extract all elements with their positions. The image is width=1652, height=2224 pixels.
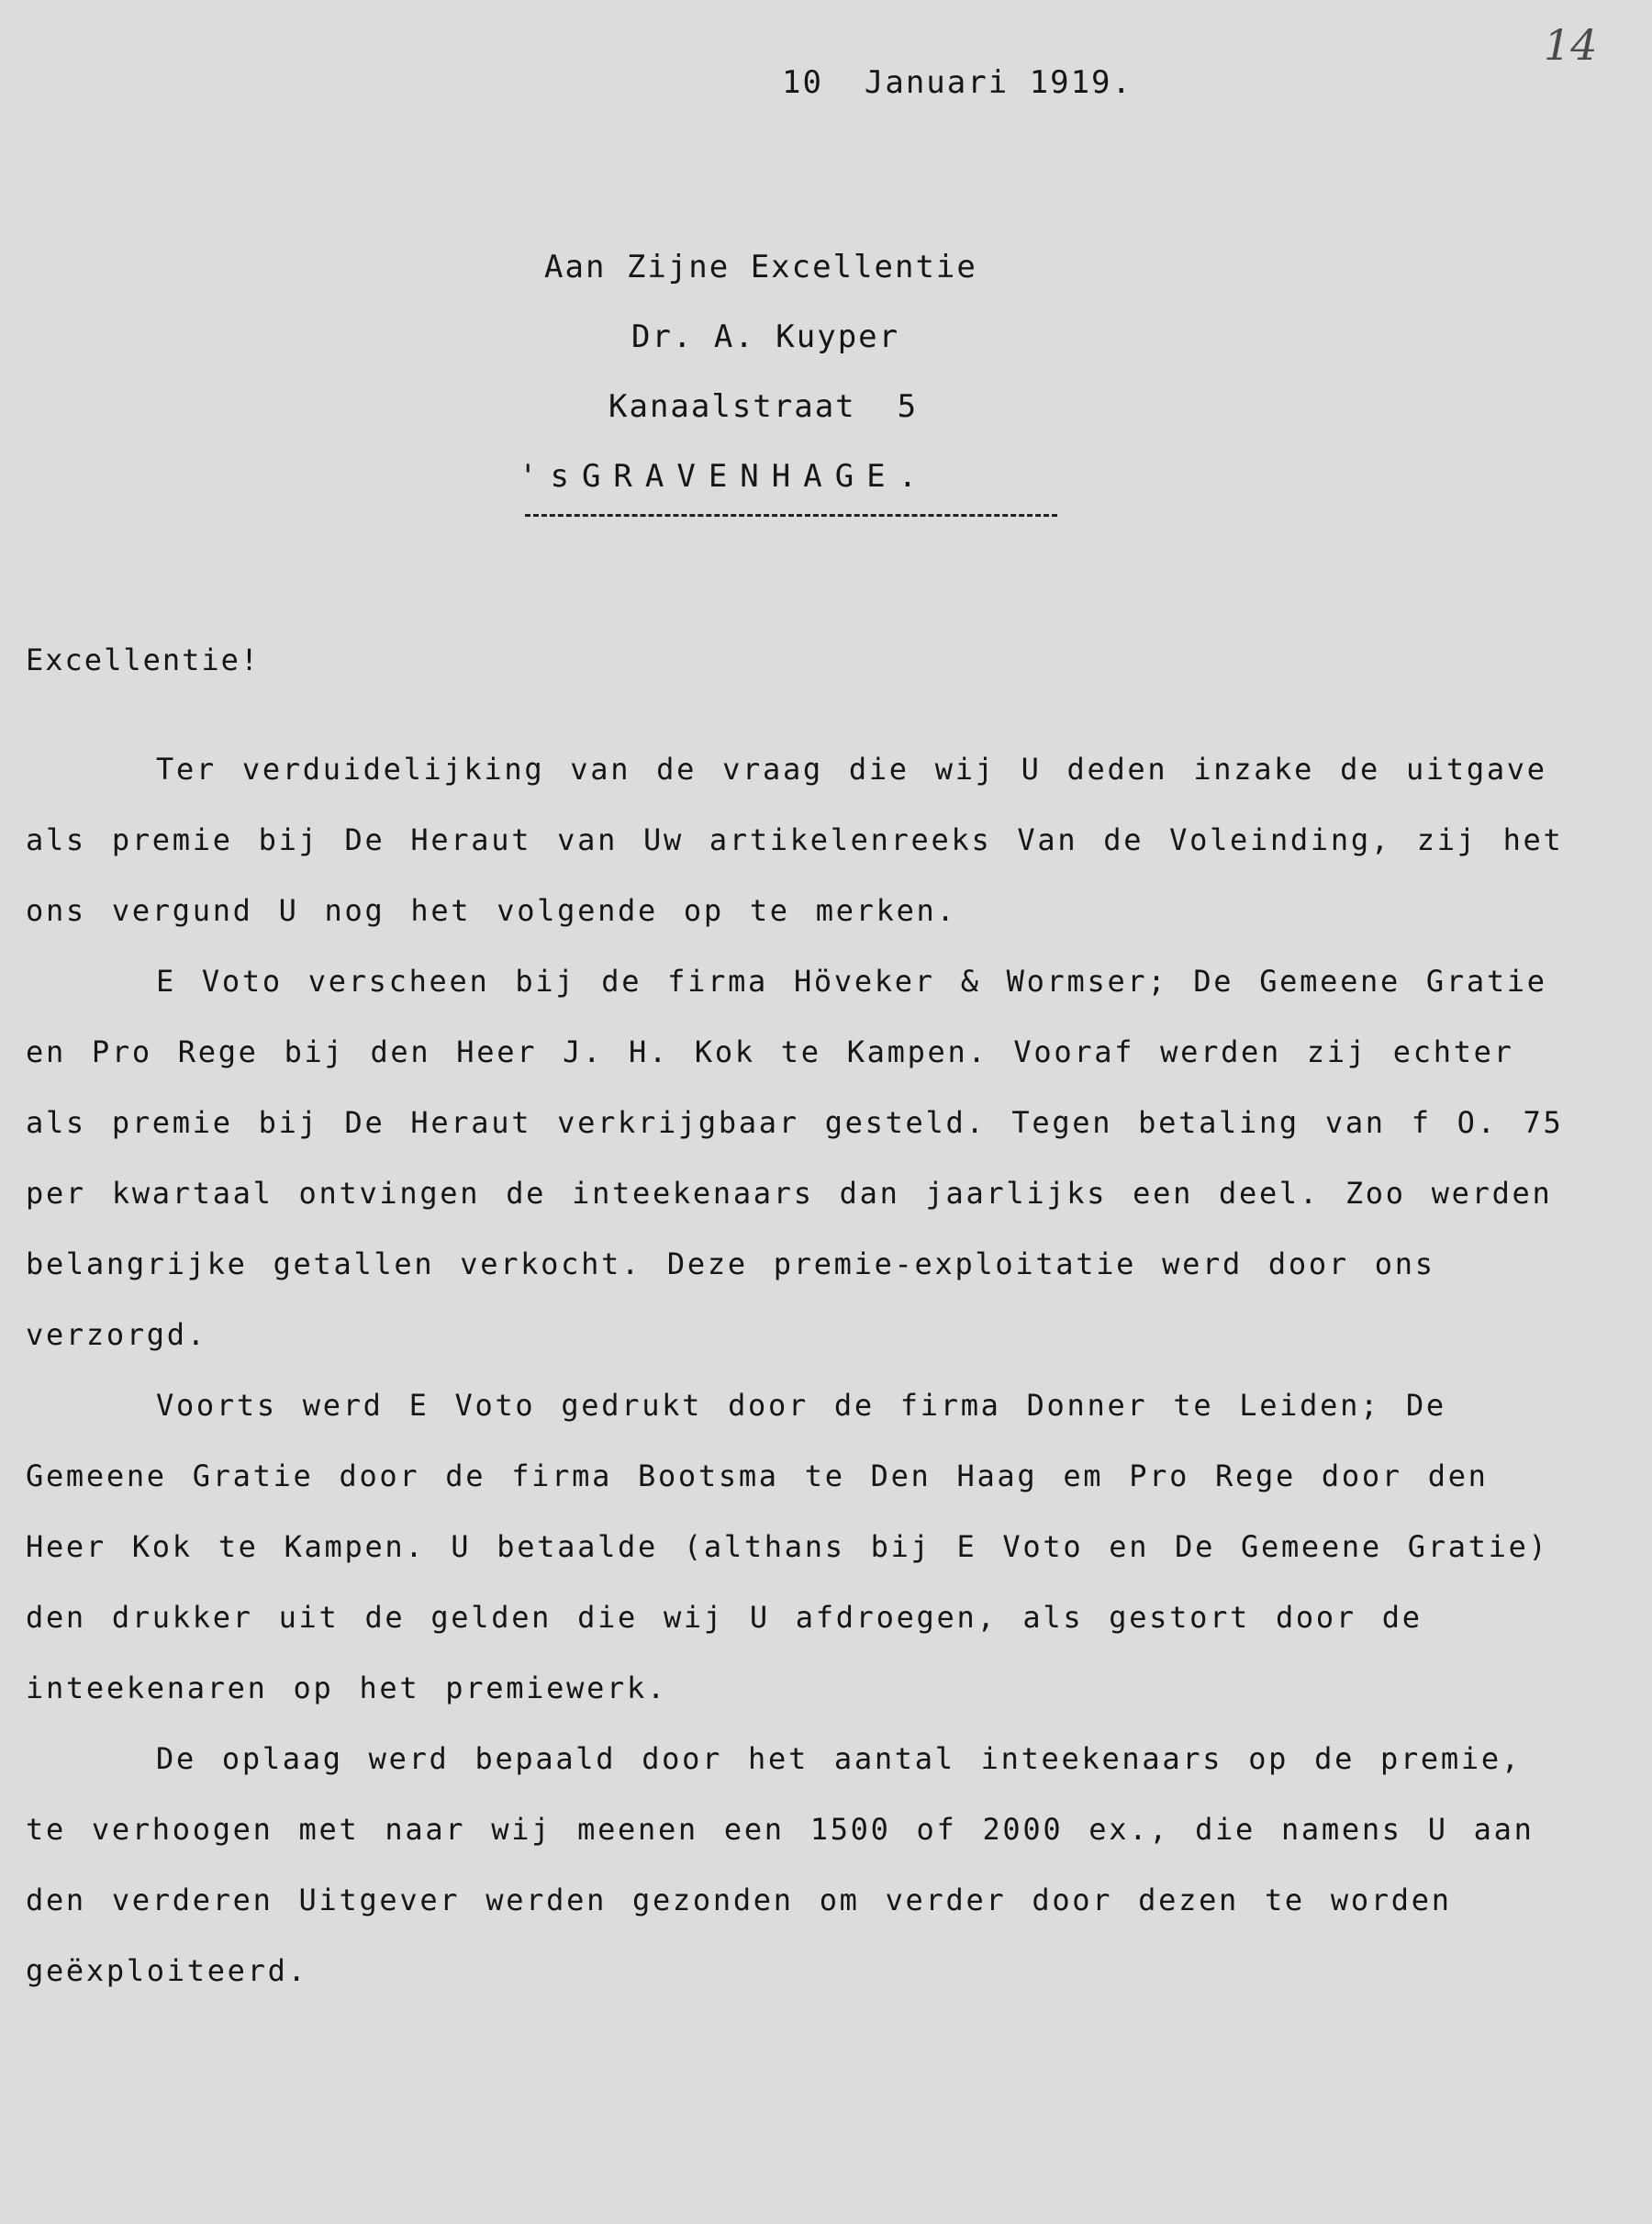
salutation: Excellentie! <box>26 643 261 677</box>
page-number: 14 <box>1544 20 1598 70</box>
paragraph: Ter verduidelijking van de vraag die wij U deden inzake de uitgave als premie bij De Heraut van Uw artikelenreeks Van de Voleinding, zij het ons vergund U nog het volgende op te merken. <box>26 752 1564 928</box>
letter-date: 10 Januari 1919. <box>782 64 1133 101</box>
address-line-city: 'sGRAVENHAGE. <box>519 458 931 495</box>
address-line-recipient-title: Aan Zijne Excellentie <box>544 249 977 285</box>
paragraph: E Voto verscheen bij de firma Höveker & Wormser; De Gemeene Gratie en Pro Rege bij den Heer J. H. Kok te Kampen. Vooraf werden zij echter als premie bij De Heraut verkrijgbaar gesteld. Tegen betaling van f O. 75 per kwartaal ontvingen de inteekenaars dan jaarlijks een deel. Zoo werden belangrijke getallen verkocht. Deze premie-exploitatie werd door ons verzorgd. <box>26 964 1564 1352</box>
address-line-street: Kanaalstraat 5 <box>608 388 919 425</box>
address-line-recipient-name: Dr. A. Kuyper <box>631 319 900 355</box>
paragraph: De oplaag werd bepaald door het aantal inteekenaars op de premie, te verhoogen met naar wij meenen een 1500 of 2000 ex., die namens U aan den verderen Uitgever werden gezonden om verder door dezen te worden geëxploiteerd. <box>26 1741 1535 1988</box>
letter-body <box>26 734 1586 2006</box>
paragraph: Voorts werd E Voto gedrukt door de firma Donner te Leiden; De Gemeene Gratie door de firma Bootsma te Den Haag em Pro Rege door den Heer Kok te Kampen. U betaalde (althans bij E Voto en De Gemeene Gratie) den drukker uit de gelden die wij U afdroegen, als gestort door de inteekenaren op het premiewerk. <box>26 1388 1549 1705</box>
address-divider <box>525 514 1057 517</box>
